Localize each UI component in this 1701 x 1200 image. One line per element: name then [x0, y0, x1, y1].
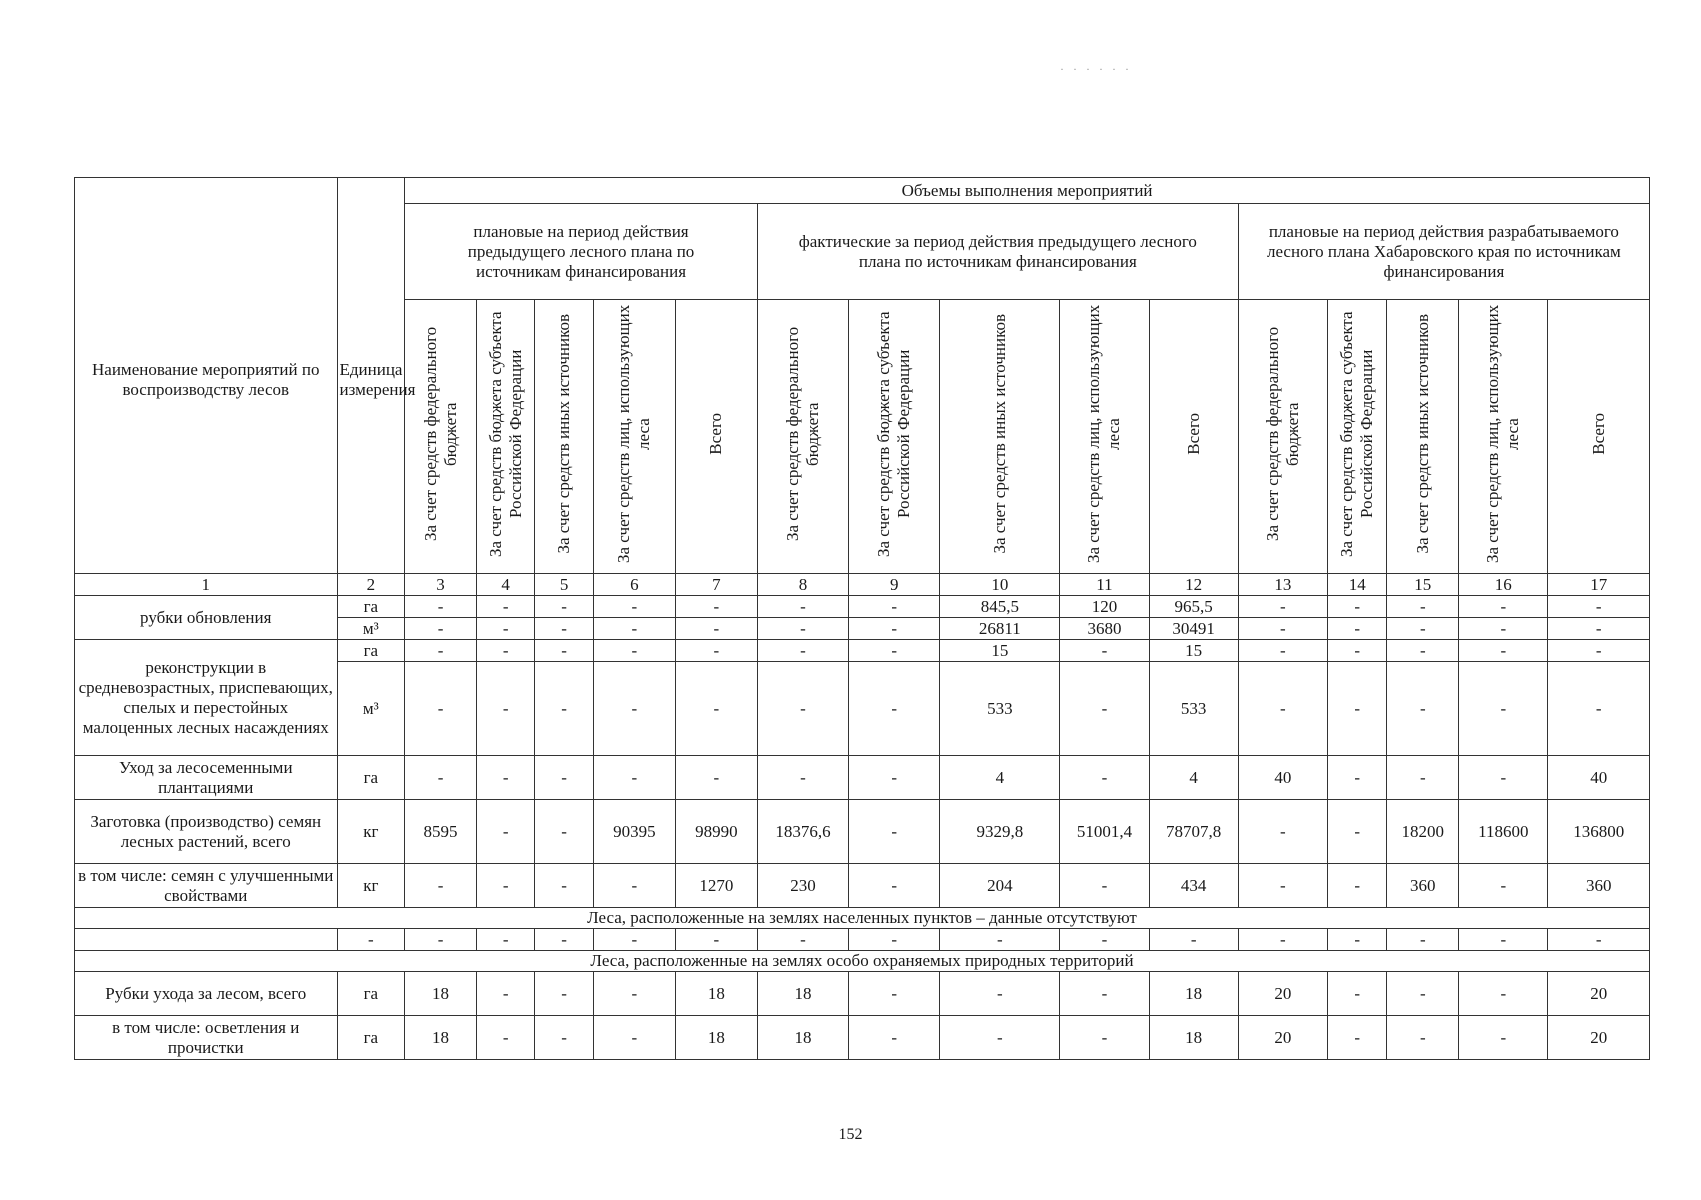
header-subject: За счет средств бюджета субъекта Российской Федерации [476, 300, 534, 574]
value-cell: - [1327, 640, 1386, 662]
value-cell: - [1327, 864, 1386, 908]
value-cell: 18 [757, 972, 848, 1016]
value-cell: - [1459, 929, 1548, 951]
value-cell: 18 [1149, 972, 1238, 1016]
unit-cell: га [337, 596, 405, 618]
value-cell: - [535, 662, 593, 756]
value-cell: - [593, 1016, 675, 1060]
table-body [75, 596, 1650, 1060]
value-cell: 18 [405, 1016, 477, 1060]
column-number: 12 [1149, 574, 1238, 596]
column-number: 9 [849, 574, 940, 596]
activity-name: в том числе: семян с улучшенными свойствами [75, 864, 338, 908]
header-federal: За счет средств федерального бюджета [757, 300, 848, 574]
value-cell: - [1459, 640, 1548, 662]
value-cell: - [535, 1016, 593, 1060]
value-cell: - [849, 972, 940, 1016]
activity-name: рубки обновления [75, 596, 338, 640]
value-cell: 40 [1548, 756, 1650, 800]
value-cell: 18 [405, 972, 477, 1016]
value-cell: - [1238, 800, 1327, 864]
value-cell: - [1548, 640, 1650, 662]
value-cell: - [849, 640, 940, 662]
value-cell: - [940, 1016, 1060, 1060]
header-other: За счет средств иных источников [535, 300, 593, 574]
value-cell: - [940, 929, 1060, 951]
value-cell: - [1060, 640, 1149, 662]
unit-cell: га [337, 972, 405, 1016]
value-cell: 26811 [940, 618, 1060, 640]
value-cell: - [476, 972, 534, 1016]
value-cell: - [1060, 756, 1149, 800]
value-cell: - [1548, 929, 1650, 951]
column-number: 15 [1387, 574, 1459, 596]
value-cell: - [1327, 618, 1386, 640]
value-cell: 18 [675, 972, 757, 1016]
value-cell: 15 [1149, 640, 1238, 662]
value-cell: - [476, 756, 534, 800]
value-cell: - [405, 662, 477, 756]
column-number: 16 [1459, 574, 1548, 596]
value-cell: - [1387, 756, 1459, 800]
value-cell: 15 [940, 640, 1060, 662]
section-band-row [75, 908, 1650, 929]
header-volumes: Объемы выполнения мероприятий [405, 178, 1650, 204]
column-number-row [75, 574, 1650, 596]
column-number: 8 [757, 574, 848, 596]
value-cell: - [849, 756, 940, 800]
value-cell: - [535, 929, 593, 951]
value-cell: - [675, 929, 757, 951]
activity-name: Уход за лесосеменными плантациями [75, 756, 338, 800]
unit-cell: м³ [337, 662, 405, 756]
table-row [75, 1016, 1650, 1060]
table-row [75, 756, 1650, 800]
value-cell: 533 [940, 662, 1060, 756]
header-users: За счет средств лиц, использующих леса [1459, 300, 1548, 574]
table-row [75, 972, 1650, 1016]
value-cell: - [405, 864, 477, 908]
value-cell: - [535, 756, 593, 800]
activity-name: реконструкции в средневозрастных, приспевающих, спелых и перестойных малоценных лесных насаждениях [75, 640, 338, 756]
header-users: За счет средств лиц, использующих леса [593, 300, 675, 574]
value-cell: - [849, 800, 940, 864]
value-cell: - [1238, 864, 1327, 908]
unit-cell: га [337, 640, 405, 662]
value-cell: - [675, 618, 757, 640]
value-cell: 136800 [1548, 800, 1650, 864]
value-cell: - [593, 864, 675, 908]
column-number: 17 [1548, 574, 1650, 596]
value-cell: - [1387, 618, 1459, 640]
value-cell: 8595 [405, 800, 477, 864]
header-total: Всего [1149, 300, 1238, 574]
table-row [75, 929, 1650, 951]
value-cell: - [757, 929, 848, 951]
value-cell: 51001,4 [1060, 800, 1149, 864]
value-cell: - [1459, 596, 1548, 618]
header-federal: За счет средств федерального бюджета [405, 300, 477, 574]
header-group-planned-new: плановые на период действия разрабатываемого лесного плана Хабаровского края по источникам финансирования [1238, 204, 1649, 300]
value-cell: - [593, 596, 675, 618]
section-band: Леса, расположенные на землях особо охраняемых природных территорий [75, 951, 1650, 972]
value-cell: - [849, 1016, 940, 1060]
column-number: 4 [476, 574, 534, 596]
value-cell: - [476, 1016, 534, 1060]
value-cell: - [1238, 618, 1327, 640]
value-cell: - [476, 800, 534, 864]
value-cell: - [1387, 596, 1459, 618]
value-cell: 1270 [675, 864, 757, 908]
reforestation-table [74, 177, 1650, 1060]
value-cell: 360 [1548, 864, 1650, 908]
value-cell: - [1548, 618, 1650, 640]
activity-name: Рубки ухода за лесом, всего [75, 972, 338, 1016]
table-row [75, 596, 1650, 618]
value-cell: - [757, 756, 848, 800]
section-band-row [75, 951, 1650, 972]
value-cell: - [405, 640, 477, 662]
value-cell: - [1238, 640, 1327, 662]
value-cell: - [535, 972, 593, 1016]
value-cell: 9329,8 [940, 800, 1060, 864]
value-cell: 18 [757, 1016, 848, 1060]
column-number: 13 [1238, 574, 1327, 596]
value-cell: 40 [1238, 756, 1327, 800]
value-cell: - [1459, 756, 1548, 800]
value-cell: - [1548, 596, 1650, 618]
value-cell: 204 [940, 864, 1060, 908]
value-cell: - [1387, 662, 1459, 756]
value-cell: - [849, 929, 940, 951]
value-cell: - [535, 596, 593, 618]
value-cell: - [1387, 640, 1459, 662]
header-other: За счет средств иных источников [940, 300, 1060, 574]
value-cell: - [405, 618, 477, 640]
value-cell: - [940, 972, 1060, 1016]
value-cell: - [675, 640, 757, 662]
value-cell: - [1060, 929, 1149, 951]
unit-cell: кг [337, 800, 405, 864]
header-federal: За счет средств федерального бюджета [1238, 300, 1327, 574]
value-cell: - [1387, 972, 1459, 1016]
value-cell: - [476, 640, 534, 662]
value-cell: 230 [757, 864, 848, 908]
value-cell: - [1327, 756, 1386, 800]
header-other: За счет средств иных источников [1387, 300, 1459, 574]
value-cell: - [849, 864, 940, 908]
value-cell: - [476, 618, 534, 640]
table-row [75, 864, 1650, 908]
page-number: 152 [838, 1126, 863, 1143]
unit-cell: кг [337, 864, 405, 908]
header-subject: За счет средств бюджета субъекта Российской Федерации [1327, 300, 1386, 574]
table-row [75, 800, 1650, 864]
value-cell: 20 [1548, 1016, 1650, 1060]
value-cell: - [535, 640, 593, 662]
activity-name [75, 929, 338, 951]
value-cell: - [849, 596, 940, 618]
value-cell: - [593, 972, 675, 1016]
header-group-actual-previous: фактические за период действия предыдущего лесного плана по источникам финансирования [757, 204, 1238, 300]
value-cell: - [1459, 1016, 1548, 1060]
value-cell: 90395 [593, 800, 675, 864]
value-cell: - [1060, 864, 1149, 908]
header-total: Всего [1548, 300, 1650, 574]
value-cell: - [535, 800, 593, 864]
value-cell: 78707,8 [1149, 800, 1238, 864]
value-cell: 4 [940, 756, 1060, 800]
header-users: За счет средств лиц, использующих леса [1060, 300, 1149, 574]
value-cell: 18200 [1387, 800, 1459, 864]
value-cell: 434 [1149, 864, 1238, 908]
header-name: Наименование мероприятий по воспроизводству лесов [75, 178, 338, 574]
value-cell: - [593, 929, 675, 951]
value-cell: - [1548, 662, 1650, 756]
value-cell: 120 [1060, 596, 1149, 618]
value-cell: 845,5 [940, 596, 1060, 618]
value-cell: - [1387, 929, 1459, 951]
header-group-planned-previous: плановые на период действия предыдущего лесного плана по источникам финансирования [405, 204, 758, 300]
value-cell: - [535, 618, 593, 640]
value-cell: - [1060, 662, 1149, 756]
unit-cell: - [337, 929, 405, 951]
header-unit: Единица измерения [337, 178, 405, 574]
value-cell: 3680 [1060, 618, 1149, 640]
value-cell: - [1238, 596, 1327, 618]
unit-cell: га [337, 1016, 405, 1060]
column-number: 11 [1060, 574, 1149, 596]
value-cell: - [1238, 662, 1327, 756]
value-cell: - [675, 596, 757, 618]
unit-cell: м³ [337, 618, 405, 640]
value-cell: - [476, 662, 534, 756]
value-cell: - [476, 864, 534, 908]
value-cell: - [535, 864, 593, 908]
value-cell: - [593, 756, 675, 800]
value-cell: - [1459, 864, 1548, 908]
value-cell: - [1149, 929, 1238, 951]
value-cell: - [593, 640, 675, 662]
scan-specks: · · · · · · [1060, 62, 1132, 76]
activity-name: Заготовка (производство) семян лесных растений, всего [75, 800, 338, 864]
value-cell: - [849, 662, 940, 756]
activity-name: в том числе: осветления и прочистки [75, 1016, 338, 1060]
value-cell: - [1459, 618, 1548, 640]
value-cell: 4 [1149, 756, 1238, 800]
column-number: 6 [593, 574, 675, 596]
value-cell: - [1459, 972, 1548, 1016]
value-cell: - [593, 618, 675, 640]
value-cell: - [1238, 929, 1327, 951]
value-cell: 533 [1149, 662, 1238, 756]
value-cell: 360 [1387, 864, 1459, 908]
value-cell: 18 [1149, 1016, 1238, 1060]
value-cell: - [1327, 800, 1386, 864]
section-band: Леса, расположенные на землях населенных пунктов – данные отсутствуют [75, 908, 1650, 929]
value-cell: - [405, 929, 477, 951]
value-cell: - [1387, 1016, 1459, 1060]
value-cell: 98990 [675, 800, 757, 864]
header-total: Всего [675, 300, 757, 574]
column-number: 1 [75, 574, 338, 596]
value-cell: - [593, 662, 675, 756]
value-cell: - [1327, 972, 1386, 1016]
table-row [75, 640, 1650, 662]
column-number: 10 [940, 574, 1060, 596]
value-cell: - [757, 640, 848, 662]
value-cell: 18376,6 [757, 800, 848, 864]
value-cell: 118600 [1459, 800, 1548, 864]
value-cell: 965,5 [1149, 596, 1238, 618]
column-number: 2 [337, 574, 405, 596]
value-cell: - [1060, 972, 1149, 1016]
header-subject: За счет средств бюджета субъекта Российской Федерации [849, 300, 940, 574]
value-cell: - [757, 596, 848, 618]
value-cell: 20 [1548, 972, 1650, 1016]
value-cell: - [476, 596, 534, 618]
unit-cell: га [337, 756, 405, 800]
value-cell: - [1327, 596, 1386, 618]
value-cell: - [1327, 1016, 1386, 1060]
value-cell: - [405, 596, 477, 618]
value-cell: - [675, 756, 757, 800]
value-cell: - [1459, 662, 1548, 756]
value-cell: 30491 [1149, 618, 1238, 640]
value-cell: - [1327, 929, 1386, 951]
value-cell: 18 [675, 1016, 757, 1060]
value-cell: - [1060, 1016, 1149, 1060]
value-cell: - [476, 929, 534, 951]
value-cell: 20 [1238, 972, 1327, 1016]
column-number: 5 [535, 574, 593, 596]
value-cell: - [405, 756, 477, 800]
column-number: 3 [405, 574, 477, 596]
value-cell: - [757, 662, 848, 756]
value-cell: - [849, 618, 940, 640]
value-cell: - [757, 618, 848, 640]
value-cell: - [1327, 662, 1386, 756]
column-number: 14 [1327, 574, 1386, 596]
value-cell: - [675, 662, 757, 756]
value-cell: 20 [1238, 1016, 1327, 1060]
column-number: 7 [675, 574, 757, 596]
